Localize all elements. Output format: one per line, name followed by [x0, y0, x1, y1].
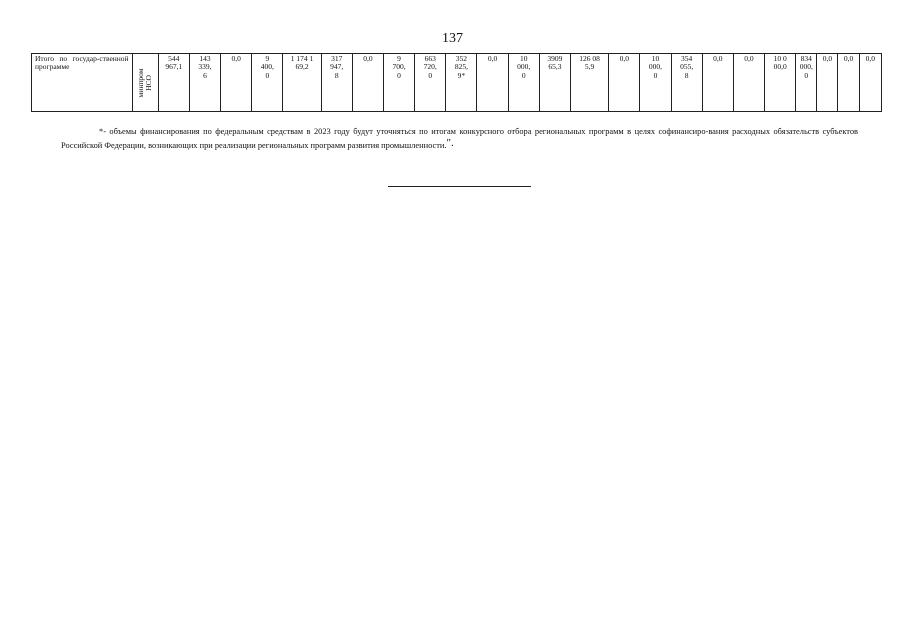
value-cell: 317 947, 8	[321, 54, 352, 112]
value-cell: 0,0	[733, 54, 764, 112]
value-cell: 663 720, 0	[415, 54, 446, 112]
value-cell: 352 825, 9*	[446, 54, 477, 112]
executor-label: минпром НСО	[135, 68, 154, 97]
table-row-total	[32, 54, 882, 112]
financing-table	[31, 53, 882, 112]
row-label: Итого по государ-ственной программе	[32, 54, 133, 112]
separator-line	[388, 186, 531, 187]
value-cell: 0,0	[221, 54, 252, 112]
value-cell: 143 339, 6	[189, 54, 220, 112]
value-cell: 10 0 00,0	[765, 54, 796, 112]
footnote-text: *- объемы финансирования по федеральным средствам в 2023 году будут уточняться по итогам конкурсного отбора региональных программ в целях софинансиро-вания расходных обязательств субъектов Российской Федерации, возникающих при реализации региональных программ развития промышленности.	[61, 127, 858, 150]
value-cell: 0,0	[702, 54, 733, 112]
value-cell: 0,0	[477, 54, 508, 112]
value-cell: 834 000, 0	[796, 54, 817, 112]
value-cell: 9 700, 0	[383, 54, 414, 112]
value-cell: 10 000, 0	[640, 54, 671, 112]
value-cell: 0,0	[838, 54, 859, 112]
executor-cell	[132, 54, 158, 112]
value-cell: 126 08 5,9	[571, 54, 609, 112]
page-number: 137	[442, 31, 463, 46]
footnote-closing-mark: ".	[446, 137, 454, 149]
value-cell: 0,0	[609, 54, 640, 112]
value-cell: 544 967,1	[158, 54, 189, 112]
value-cell: 10 000, 0	[508, 54, 539, 112]
value-cell: 0,0	[352, 54, 383, 112]
value-cell: 0,0	[817, 54, 838, 112]
value-cell: 1 174 1 69,2	[283, 54, 321, 112]
value-cell: 0,0	[859, 54, 881, 112]
value-cell: 354 055, 8	[671, 54, 702, 112]
value-cell: 3909 65,3	[539, 54, 570, 112]
value-cell: 9 400, 0	[252, 54, 283, 112]
footnote	[61, 125, 858, 153]
